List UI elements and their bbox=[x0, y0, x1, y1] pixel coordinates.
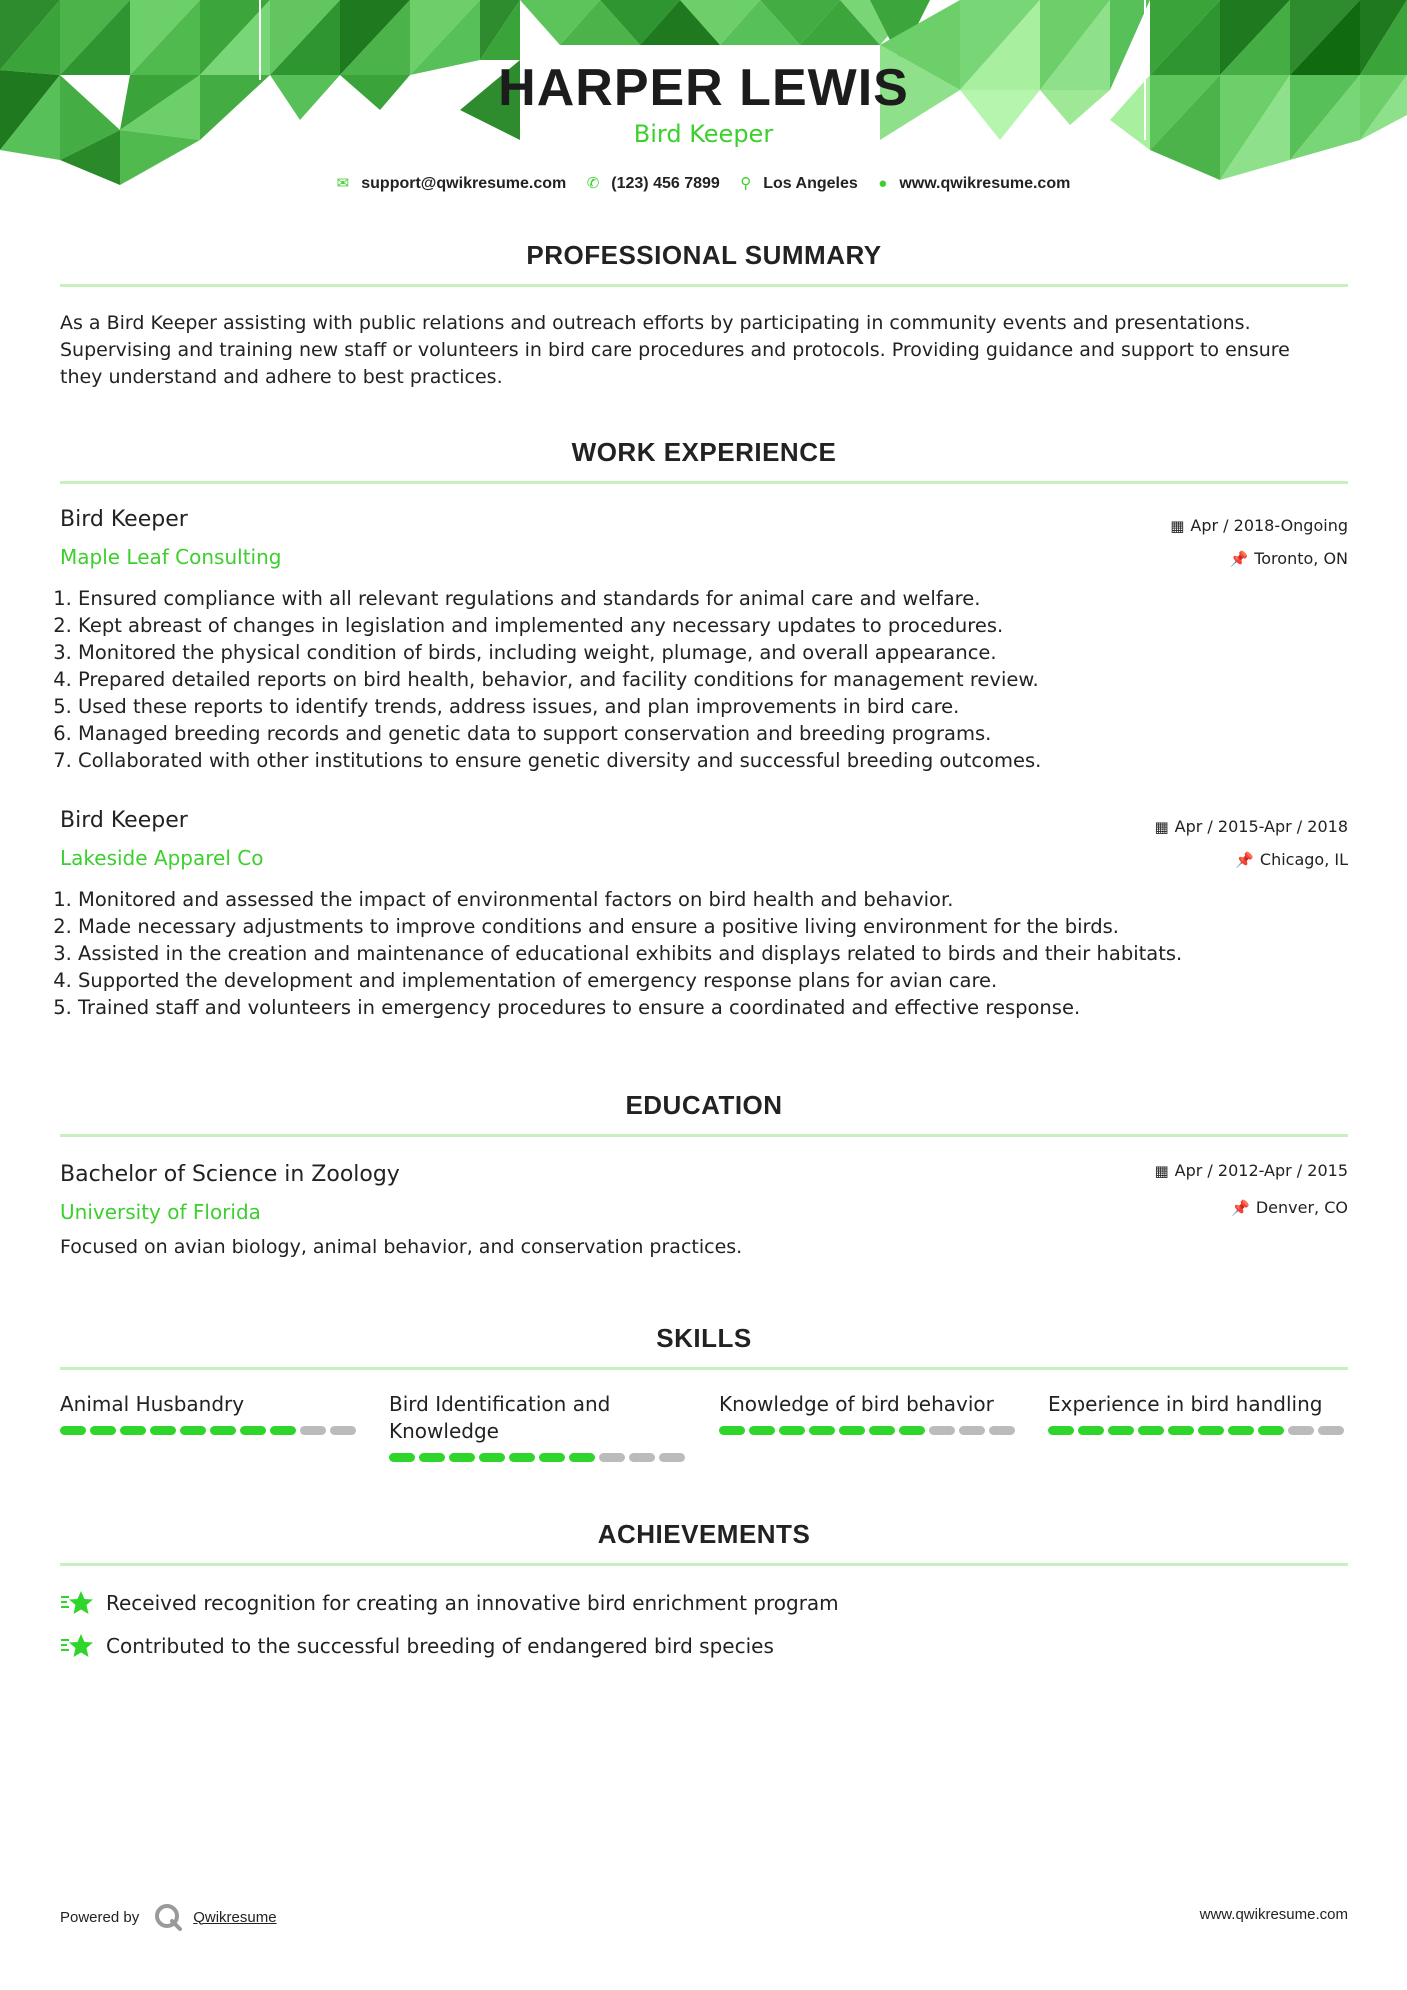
job-1-bullets bbox=[52, 585, 1368, 774]
pin-icon: 📌 bbox=[1231, 1199, 1250, 1217]
skill-name: Bird Identification and Knowledge bbox=[389, 1392, 611, 1443]
job-2-bullets bbox=[52, 886, 1368, 1021]
calendar-icon: ▦ bbox=[1170, 517, 1185, 535]
skill-segment-filled bbox=[869, 1426, 895, 1435]
skill-segment-filled bbox=[809, 1426, 835, 1435]
summary-heading: PROFESSIONAL SUMMARY bbox=[526, 240, 882, 270]
skill-segment-filled bbox=[1138, 1426, 1164, 1435]
qwikresume-link[interactable]: Qwikresume bbox=[193, 1908, 277, 1926]
job-2-dates bbox=[1154, 817, 1348, 836]
skill-segment-empty bbox=[659, 1453, 685, 1462]
education-dates bbox=[1154, 1161, 1348, 1180]
education-dates-text: Apr / 2012-Apr / 2015 bbox=[1174, 1161, 1348, 1180]
skill-segment-filled bbox=[1198, 1426, 1224, 1435]
list-item: 7. Collaborated with other institutions to ensure genetic diversity and successful breeding outcomes. bbox=[78, 747, 1368, 774]
achievement-text: Contributed to the successful breeding of endangered bird species bbox=[106, 1634, 774, 1658]
education-degree: Bachelor of Science in Zoology bbox=[60, 1162, 400, 1187]
job-1-location-text: Toronto, ON bbox=[1254, 549, 1348, 568]
skill-level-bar bbox=[719, 1426, 1019, 1435]
skill-segment-filled bbox=[719, 1426, 745, 1435]
email-text: support@qwikresume.com bbox=[361, 175, 567, 192]
skill-segment-filled bbox=[120, 1426, 146, 1435]
footer-website[interactable]: www.qwikresume.com bbox=[1199, 1906, 1348, 1923]
skill-segment-empty bbox=[1318, 1426, 1344, 1435]
skill-segment-empty bbox=[1288, 1426, 1314, 1435]
skill-segment-filled bbox=[449, 1453, 475, 1462]
job-2-location-text: Chicago, IL bbox=[1259, 850, 1348, 869]
skill-segment-filled bbox=[210, 1426, 236, 1435]
education-divider bbox=[60, 1134, 1348, 1137]
list-item: 2. Made necessary adjustments to improve conditions and ensure a positive living environment for the birds. bbox=[78, 913, 1368, 940]
skill-segment-filled bbox=[180, 1426, 206, 1435]
education-heading: EDUCATION bbox=[625, 1090, 783, 1120]
phone-text: (123) 456 7899 bbox=[611, 175, 720, 192]
skill-segment-filled bbox=[150, 1426, 176, 1435]
skill-segment-empty bbox=[330, 1426, 356, 1435]
skill-segment-empty bbox=[629, 1453, 655, 1462]
list-item: 4. Supported the development and implementation of emergency response plans for avian care. bbox=[78, 967, 1368, 994]
job-2-company: Lakeside Apparel Co bbox=[60, 846, 264, 870]
skill-segment-empty bbox=[989, 1426, 1015, 1435]
skill-level-bar bbox=[60, 1426, 360, 1435]
list-item: 5. Used these reports to identify trends, address issues, and plan improvements in bird care. bbox=[78, 693, 1368, 720]
skill-segment-filled bbox=[899, 1426, 925, 1435]
skill-name: Animal Husbandry bbox=[60, 1392, 245, 1416]
skill-name: Experience in bird handling bbox=[1048, 1392, 1323, 1416]
summary-text: As a Bird Keeper assisting with public relations and outreach efforts by participating in community events and presentations. Supervising and training new staff or volunteers in bird care procedures and protocols. Providing guidance and support to ensure they understand and adhere to best practices. bbox=[60, 312, 1290, 388]
skill-segment-filled bbox=[539, 1453, 565, 1462]
achievements-divider bbox=[60, 1563, 1348, 1566]
list-item: 6. Managed breeding records and genetic data to support conservation and breeding programs. bbox=[78, 720, 1368, 747]
skill-segment-filled bbox=[240, 1426, 266, 1435]
job-2-dates-text: Apr / 2015-Apr / 2018 bbox=[1174, 817, 1348, 836]
map-marker-icon: ⚲ bbox=[740, 175, 752, 192]
skill-segment-filled bbox=[60, 1426, 86, 1435]
job-1-company: Maple Leaf Consulting bbox=[60, 545, 282, 569]
skill-segment-filled bbox=[1168, 1426, 1194, 1435]
powered-by-label: Powered by bbox=[60, 1908, 140, 1926]
skill-segment-filled bbox=[389, 1453, 415, 1462]
education-school: University of Florida bbox=[60, 1200, 261, 1224]
location-text: Los Angeles bbox=[763, 175, 858, 192]
job-1-location bbox=[1230, 549, 1348, 568]
contact-bar bbox=[0, 174, 1407, 193]
list-item: 2. Kept abreast of changes in legislation and implemented any necessary updates to procedures. bbox=[78, 612, 1368, 639]
achievements-heading: ACHIEVEMENTS bbox=[597, 1519, 811, 1549]
list-item: 3. Assisted in the creation and maintenance of educational exhibits and displays related to birds and their habitats. bbox=[78, 940, 1368, 967]
achievement-text: Received recognition for creating an innovative bird enrichment program bbox=[106, 1591, 839, 1615]
envelope-icon: ✉ bbox=[336, 175, 350, 192]
skill-segment-filled bbox=[479, 1453, 505, 1462]
education-description: Focused on avian biology, animal behavior, and conservation practices. bbox=[60, 1236, 743, 1258]
skill-segment-empty bbox=[599, 1453, 625, 1462]
skill-segment-filled bbox=[1258, 1426, 1284, 1435]
calendar-icon: ▦ bbox=[1154, 818, 1169, 836]
pin-icon: 📌 bbox=[1229, 550, 1249, 568]
skill-segment-filled bbox=[569, 1453, 595, 1462]
experience-heading: WORK EXPERIENCE bbox=[571, 437, 837, 467]
skill-level-bar bbox=[389, 1453, 689, 1462]
skill-segment-filled bbox=[90, 1426, 116, 1435]
list-item: 3. Monitored the physical condition of birds, including weight, plumage, and overall appearance. bbox=[78, 639, 1368, 666]
skill-segment-filled bbox=[419, 1453, 445, 1462]
website-text: www.qwikresume.com bbox=[899, 174, 1071, 192]
education-location bbox=[1231, 1198, 1348, 1217]
qwikresume-logo-icon bbox=[153, 1902, 183, 1932]
achievement-item bbox=[60, 1632, 774, 1660]
education-location-text: Denver, CO bbox=[1255, 1198, 1348, 1217]
candidate-name: HARPER LEWIS bbox=[498, 59, 909, 117]
contact-location bbox=[740, 174, 858, 193]
skill-segment-empty bbox=[300, 1426, 326, 1435]
job-1-dates-text: Apr / 2018-Ongoing bbox=[1190, 516, 1348, 535]
footer-powered-by bbox=[60, 1902, 277, 1932]
job-1-title: Bird Keeper bbox=[60, 507, 188, 532]
skill-segment-filled bbox=[1078, 1426, 1104, 1435]
list-item: 1. Ensured compliance with all relevant regulations and standards for animal care and welfare. bbox=[78, 585, 1368, 612]
skill-segment-filled bbox=[1228, 1426, 1254, 1435]
contact-email[interactable] bbox=[337, 174, 567, 193]
skill-bird-identification bbox=[389, 1391, 689, 1462]
globe-icon: ● bbox=[878, 174, 888, 192]
skill-segment-filled bbox=[1048, 1426, 1074, 1435]
skill-segment-filled bbox=[749, 1426, 775, 1435]
list-item: 4. Prepared detailed reports on bird health, behavior, and facility conditions for management review. bbox=[78, 666, 1368, 693]
contact-phone[interactable] bbox=[587, 174, 720, 193]
list-item: 1. Monitored and assessed the impact of environmental factors on bird health and behavior. bbox=[78, 886, 1368, 913]
skill-segment-empty bbox=[929, 1426, 955, 1435]
job-2-location bbox=[1235, 850, 1348, 869]
contact-website[interactable] bbox=[878, 175, 1070, 193]
job-2-title: Bird Keeper bbox=[60, 808, 188, 833]
skill-animal-husbandry bbox=[60, 1391, 360, 1435]
skill-bird-behavior bbox=[719, 1391, 1019, 1435]
experience-divider bbox=[60, 481, 1348, 484]
phone-icon: ✆ bbox=[586, 175, 600, 192]
achievement-item bbox=[60, 1589, 839, 1617]
calendar-icon: ▦ bbox=[1154, 1162, 1169, 1180]
skill-bird-handling bbox=[1048, 1391, 1348, 1435]
list-item: 5. Trained staff and volunteers in emergency procedures to ensure a coordinated and effective response. bbox=[78, 994, 1368, 1021]
skill-segment-filled bbox=[270, 1426, 296, 1435]
skill-segment-empty bbox=[959, 1426, 985, 1435]
skill-segment-filled bbox=[779, 1426, 805, 1435]
skills-divider bbox=[60, 1367, 1348, 1370]
job-1-dates bbox=[1170, 516, 1348, 535]
summary-divider bbox=[60, 284, 1348, 287]
skills-heading: SKILLS bbox=[656, 1323, 752, 1353]
star-icon bbox=[60, 1632, 94, 1660]
skill-name: Knowledge of bird behavior bbox=[719, 1392, 994, 1416]
skill-segment-filled bbox=[509, 1453, 535, 1462]
skill-segment-filled bbox=[1108, 1426, 1134, 1435]
skill-level-bar bbox=[1048, 1426, 1348, 1435]
skill-segment-filled bbox=[839, 1426, 865, 1435]
pin-icon: 📌 bbox=[1235, 851, 1254, 869]
candidate-title: Bird Keeper bbox=[633, 120, 774, 148]
star-icon bbox=[60, 1589, 94, 1617]
